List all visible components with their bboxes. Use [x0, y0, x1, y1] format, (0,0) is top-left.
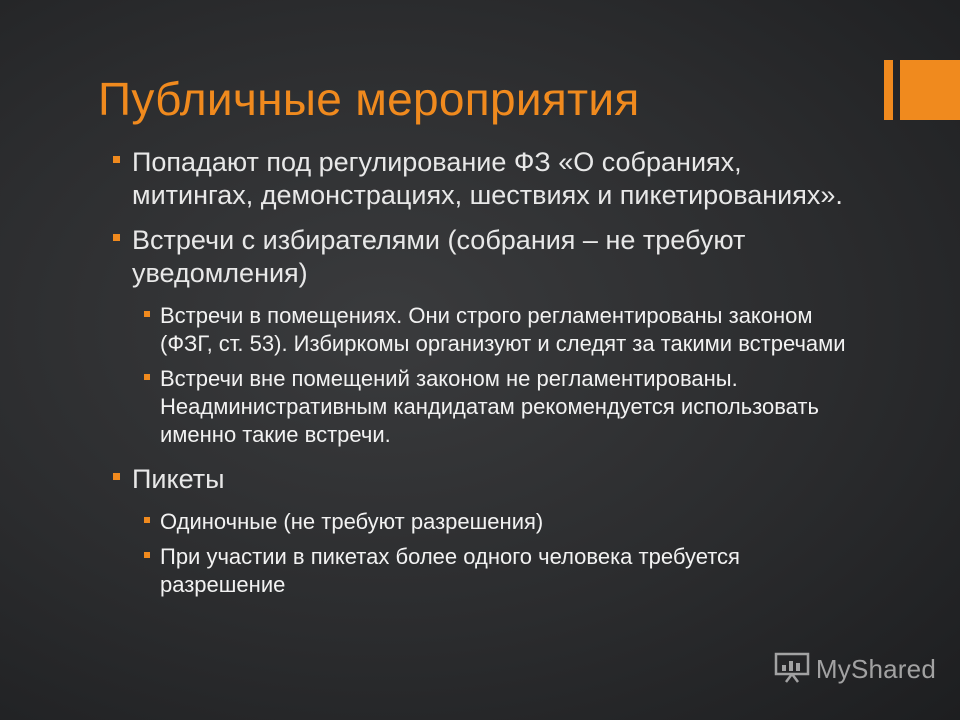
- sub-bullet-text: При участии в пикетах более одного человека требуется разрешение: [160, 544, 740, 597]
- sub-bullet-text: Встречи вне помещений законом не регламентированы. Неадминистративным кандидатам рекомендуется использовать именно такие встречи.: [160, 366, 819, 447]
- bullet-square-icon: [144, 517, 150, 523]
- decorative-bars: [884, 60, 960, 120]
- bullet-text: Встречи с избирателями (собрания – не требуют уведомления): [132, 225, 746, 288]
- slide-title: Публичные мероприятия: [98, 73, 640, 125]
- bullet-text: Попадают под регулирование ФЗ «О собраниях, митингах, демонстрациях, шествиях и пикетированиях».: [132, 147, 843, 210]
- sub-bullet-text: Встречи в помещениях. Они строго регламентированы законом (ФЗГ, ст. 53). Избиркомы организуют и следят за такими встречами: [160, 303, 846, 356]
- bullet-item: [108, 146, 868, 212]
- bullet-square-icon: [113, 234, 120, 241]
- sub-bullet-item: [138, 543, 868, 599]
- bullet-square-icon: [113, 473, 120, 480]
- sub-bullet-item: [138, 302, 868, 358]
- watermark-text: MyShared: [815, 654, 936, 684]
- sub-bullet-item: [138, 508, 868, 536]
- accent-bar-thin: [884, 60, 893, 120]
- sub-bullet-text: Одиночные (не требуют разрешения): [160, 509, 544, 534]
- bullet-square-icon: [144, 311, 150, 317]
- presentation-board-icon: [774, 651, 810, 688]
- bullet-text: Пикеты: [132, 464, 225, 494]
- bullet-item: [108, 463, 868, 496]
- bullet-square-icon: [144, 374, 150, 380]
- bullet-square-icon: [144, 552, 150, 558]
- bullet-list: [108, 146, 868, 606]
- watermark-logo: [774, 651, 936, 688]
- sub-bullet-item: [138, 365, 868, 449]
- bullet-item: [108, 224, 868, 290]
- bullet-square-icon: [113, 156, 120, 163]
- accent-bar-thick: [900, 60, 960, 120]
